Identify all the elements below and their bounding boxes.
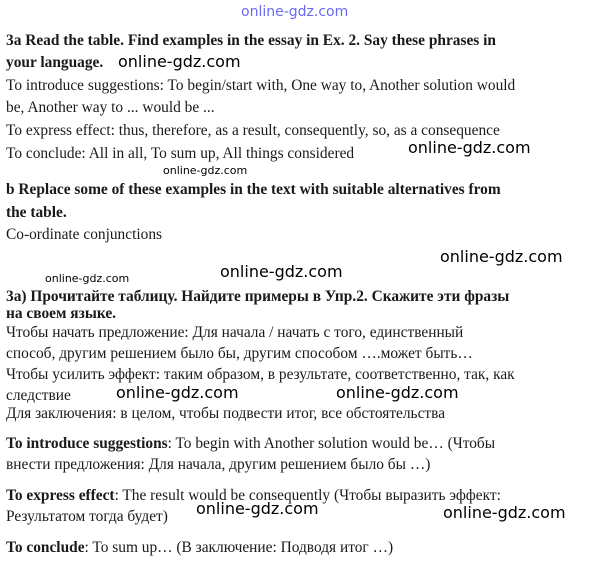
suggestions-line-1: To introduce suggestions: To begin/start with, One way to, Another solution would — [6, 77, 516, 94]
answer-conclude-term: To conclude — [6, 539, 85, 556]
answer-conclude-line — [6, 537, 393, 559]
watermark: online-gdz.com — [408, 138, 531, 157]
answer-effect-text: : The result would be consequently (Чтобы выразить эффект: — [114, 487, 501, 504]
ru-start-line-1: Чтобы начать предложение: Для начала / начать с того, единственный — [6, 324, 464, 341]
suggestions-line-2: be, Another way to ... would be ... — [6, 99, 215, 116]
task-3a-heading-line-1: 3a Read the table. Find examples in the essay in Ex. 2. Say these phrases in — [6, 32, 496, 49]
ru-heading-line-2: на своем языке. — [6, 305, 116, 322]
watermark: online-gdz.com — [196, 499, 319, 518]
task-3a-heading-line-2: your language. — [6, 54, 104, 71]
conclude-line: To conclude: All in all, To sum up, All things considered — [6, 145, 355, 162]
effect-line: To express effect: thus, therefore, as a result, consequently, so, as a consequence — [6, 122, 500, 139]
answer-effect-line-2: Результатом тогда будет) — [6, 508, 168, 525]
ru-effect-line-1: Чтобы усилить эффект: таким образом, в результате, соответственно, так, как — [6, 366, 515, 383]
answer-suggestions-text: : To begin with Another solution would be… (Чтобы — [167, 435, 496, 452]
answer-suggestions-line-2: внести предложения: Для начала, другим решением было бы …) — [6, 456, 431, 473]
watermark: online-gdz.com — [116, 383, 239, 402]
task-b-heading-line-2: the table. — [6, 204, 67, 221]
watermark: online-gdz.com — [45, 272, 130, 285]
answer-suggestions-term: To introduce suggestions — [6, 435, 168, 452]
answer-conclude-text: : To sum up… (В заключение: Подводя итог …) — [84, 539, 394, 556]
answer-suggestions-line-1 — [6, 433, 495, 455]
watermark: online-gdz.com — [336, 383, 459, 402]
watermark: online-gdz.com — [443, 503, 566, 522]
ru-effect-line-2: следствие — [6, 387, 71, 404]
ru-start-line-2: способ, другим решением было бы, другим способом ….может быть… — [6, 345, 473, 362]
ru-heading-line-1: 3а) Прочитайте таблицу. Найдите примеры в Упр.2. Скажите эти фразы — [6, 288, 510, 305]
coordinate-conjunctions: Co-ordinate conjunctions — [6, 226, 163, 243]
watermark: online-gdz.com — [440, 247, 563, 266]
task-b-heading-line-1: b Replace some of these examples in the text with suitable alternatives from — [6, 181, 501, 198]
watermark: online-gdz.com — [241, 4, 349, 20]
watermark: online-gdz.com — [220, 262, 343, 281]
ru-conclusion-line: Для заключения: в целом, чтобы подвести итог, все обстоятельства — [6, 405, 446, 422]
watermark: online-gdz.com — [118, 52, 241, 71]
watermark: online-gdz.com — [163, 164, 248, 177]
answer-effect-term: To express effect — [6, 487, 115, 504]
